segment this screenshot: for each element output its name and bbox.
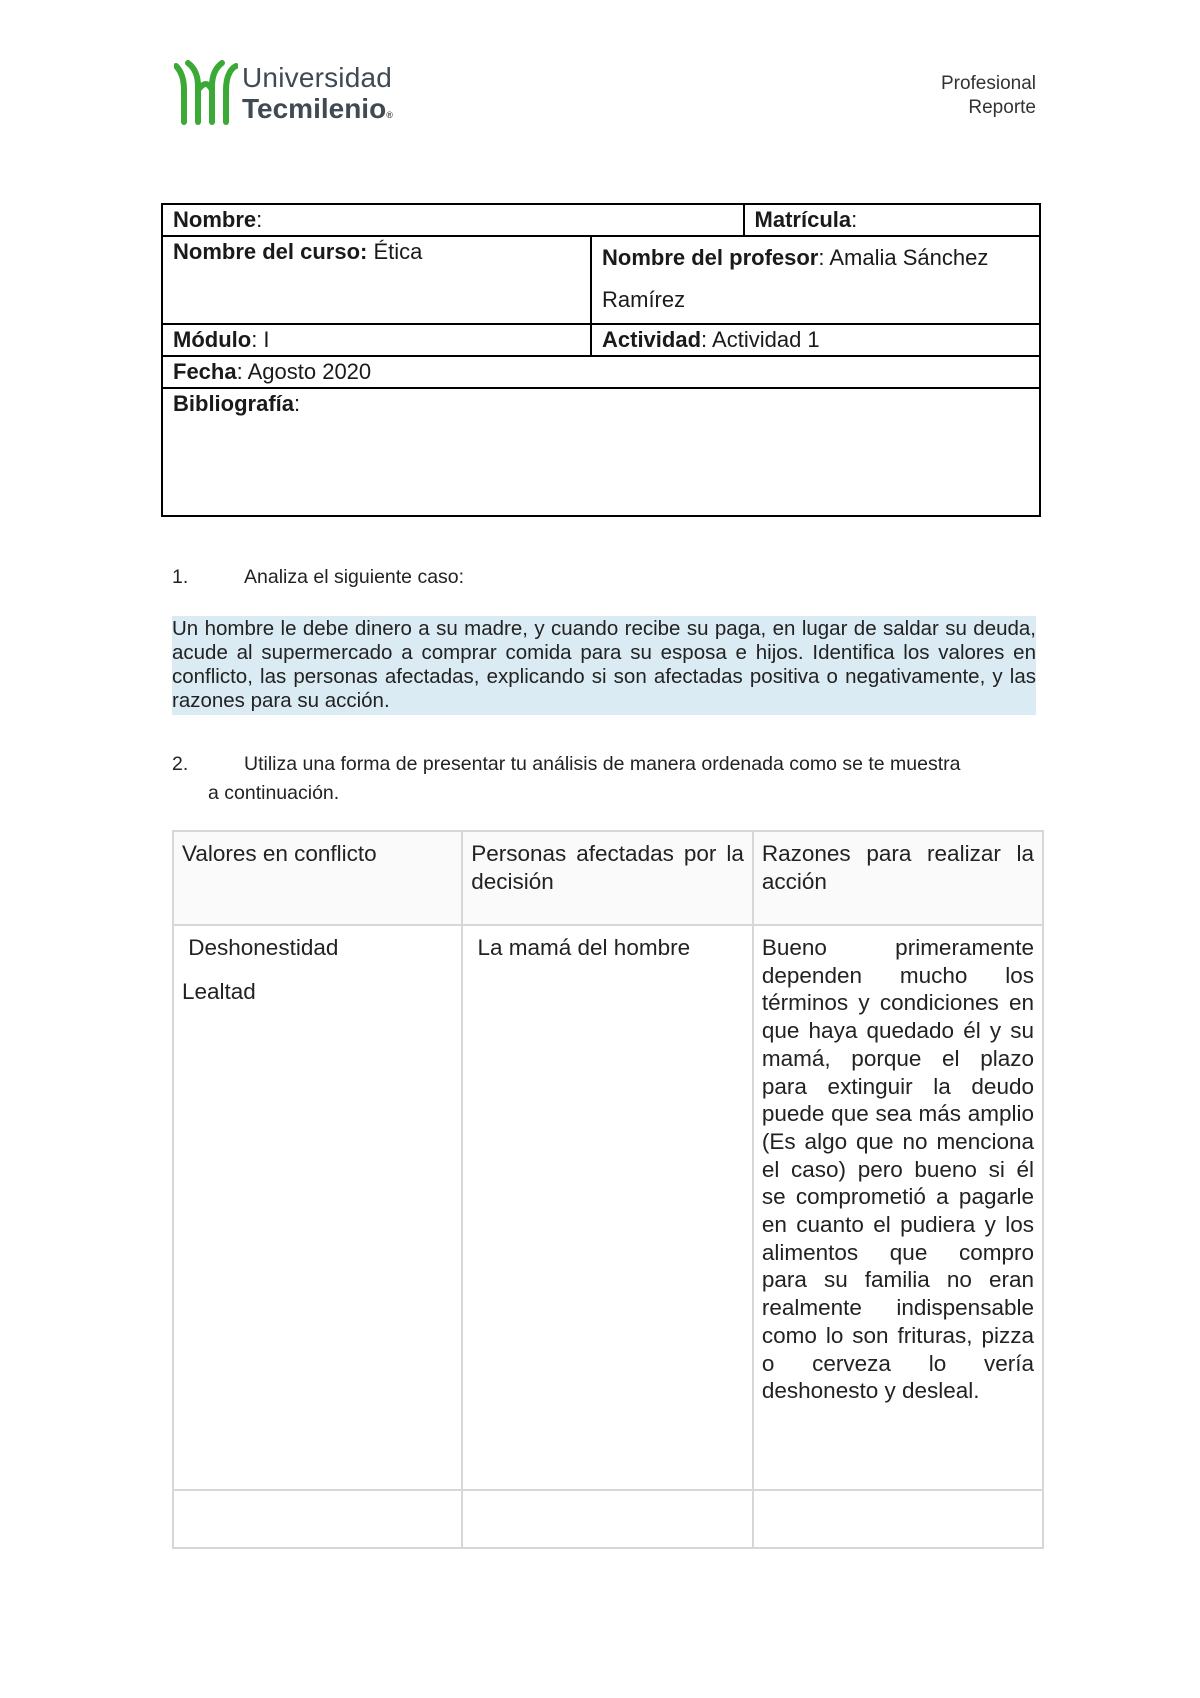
instruction-step-1 bbox=[172, 566, 464, 589]
modulo-label: Módulo bbox=[173, 327, 252, 352]
student-info-table bbox=[161, 203, 1041, 517]
profesor-cell bbox=[591, 236, 1040, 324]
document-header bbox=[941, 72, 1036, 120]
university-logo bbox=[174, 60, 414, 130]
logo-tecmilenio-text: Tecmilenio bbox=[242, 93, 387, 124]
empty-cell-2 bbox=[462, 1490, 753, 1548]
registered-mark: ® bbox=[386, 110, 393, 120]
table-row bbox=[173, 925, 1043, 1490]
actividad-cell bbox=[591, 324, 1040, 356]
analysis-table bbox=[172, 830, 1044, 1549]
tecmilenio-tree-icon bbox=[174, 60, 238, 126]
header-personas: Personas afectadas por la decisión bbox=[462, 831, 753, 925]
table-row-empty bbox=[173, 1490, 1043, 1548]
instruction-step-2 bbox=[172, 750, 1038, 808]
persona-cell bbox=[462, 925, 753, 1490]
valores-cell bbox=[173, 925, 462, 1490]
actividad-value: : Actividad 1 bbox=[701, 327, 820, 352]
curso-cell bbox=[162, 236, 591, 324]
valor-lealtad: Lealtad bbox=[182, 978, 256, 1004]
curso-label: Nombre del curso: bbox=[173, 239, 368, 264]
header-razones: Razones para realizar la acción bbox=[753, 831, 1043, 925]
header-profesional: Profesional bbox=[940, 73, 1036, 94]
case-description: Un hombre le debe dinero a su madre, y cuando recibe su paga, en lugar de saldar su deuda, acude al supermercado a comprar comida para su esposa e hijos. Identifica los valores en conflicto, las personas afectadas, explicando si son afectadas positiva o negativamente, y las razones para su acción. bbox=[172, 616, 1036, 715]
header-reporte: Reporte bbox=[968, 97, 1036, 118]
table-header-row bbox=[173, 831, 1043, 925]
step-1-number: 1. bbox=[172, 566, 189, 588]
logo-wordmark bbox=[242, 64, 393, 123]
actividad-label: Actividad bbox=[602, 327, 702, 352]
razones-cell: Bueno primeramente dependen mucho los términos y condiciones en que haya quedado él y su mamá, porque el plazo para extinguir la deudo puede que sea más amplio (Es algo que no menciona el caso) pero bueno si él se comprometió a pagarle en cuanto el pudiera y los alimentos que compro para su familia no eran realmente indispensable como lo son frituras, pizza o cerveza lo vería deshonesto y desleal. bbox=[753, 925, 1043, 1490]
logo-line-universidad: Universidad bbox=[242, 62, 393, 93]
logo-line-tecmilenio bbox=[242, 95, 393, 123]
empty-cell-1 bbox=[173, 1490, 462, 1548]
step-2-line-2: a continuación. bbox=[208, 782, 340, 804]
fecha-cell bbox=[162, 356, 1040, 388]
valor-deshonestidad: Deshonestidad bbox=[182, 935, 339, 960]
step-1-text: Analiza el siguiente caso: bbox=[244, 566, 465, 588]
nombre-label: Nombre bbox=[173, 207, 257, 232]
header-valores: Valores en conflicto bbox=[173, 831, 462, 925]
modulo-cell bbox=[162, 324, 591, 356]
fecha-label: Fecha bbox=[173, 359, 237, 384]
persona-afectada: La mamá del hombre bbox=[471, 935, 691, 960]
step-2-line-1 bbox=[172, 750, 1038, 779]
bibliografia-label: Bibliografía bbox=[173, 391, 295, 416]
empty-cell-3 bbox=[753, 1490, 1043, 1548]
nombre-sep: : bbox=[256, 207, 263, 232]
modulo-value: : I bbox=[251, 327, 270, 352]
step-2-text: Utiliza una forma de presentar tu análisis de manera ordenada como se te muestra bbox=[244, 753, 961, 775]
curso-value: Ética bbox=[367, 239, 423, 264]
matricula-sep: : bbox=[851, 207, 858, 232]
nombre-cell bbox=[162, 204, 744, 236]
step-2-number: 2. bbox=[172, 753, 189, 775]
matricula-label: Matrícula bbox=[754, 207, 852, 232]
profesor-label: Nombre del profesor bbox=[602, 245, 819, 270]
fecha-value: : Agosto 2020 bbox=[236, 359, 372, 384]
matricula-cell bbox=[744, 204, 1040, 236]
profesor-value: : Amalia Sánchez Ramírez bbox=[602, 245, 989, 312]
bibliografia-sep: : bbox=[294, 391, 301, 416]
bibliografia-cell bbox=[162, 388, 1040, 516]
